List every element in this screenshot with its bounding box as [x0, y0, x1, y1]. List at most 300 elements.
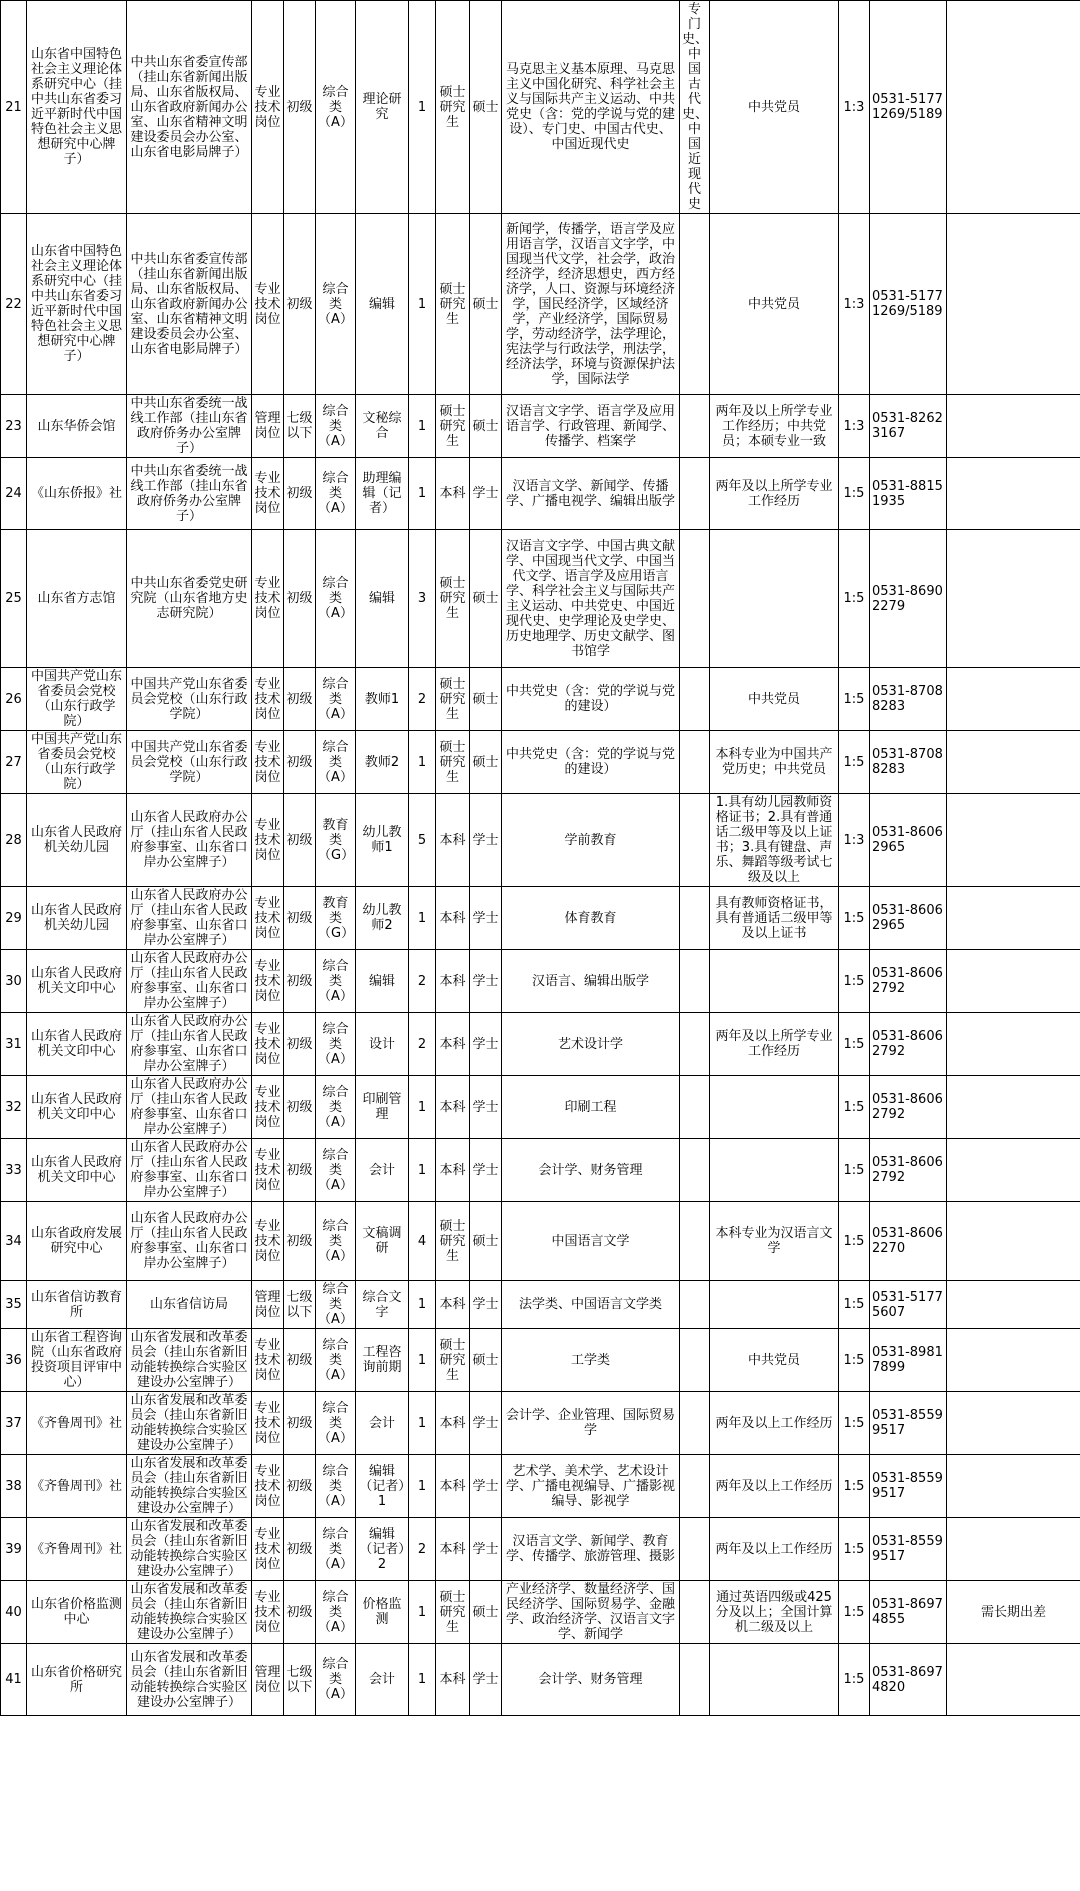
cell-extra — [680, 1139, 710, 1202]
cell-post-name: 印刷管理 — [356, 1076, 409, 1139]
cell-post-name: 助理编辑（记者） — [356, 458, 409, 530]
table-row — [1, 1644, 1080, 1716]
cell-note — [947, 214, 1080, 395]
cell-education: 本科 — [436, 1076, 470, 1139]
cell-phone: 0531-86062792 — [870, 950, 947, 1013]
cell-other-requirements: 两年及以上所学专业工作经历；中共党员；本硕专业一致 — [710, 395, 839, 458]
cell-dept: 山东省人民政府办公厅（挂山东省人民政府参事室、山东省口岸办公室牌子） — [127, 794, 252, 887]
cell-count: 4 — [409, 1202, 436, 1281]
cell-post-name: 文稿调研 — [356, 1202, 409, 1281]
cell-extra — [680, 887, 710, 950]
cell-education: 硕士研究生 — [436, 1581, 470, 1644]
cell-category: 管理岗位 — [252, 1281, 284, 1329]
cell-count: 1 — [409, 1581, 436, 1644]
cell-count: 1 — [409, 214, 436, 395]
cell-count: 1 — [409, 395, 436, 458]
cell-post-name: 工程咨询前期 — [356, 1329, 409, 1392]
cell-unit: 《齐鲁周刊》社 — [27, 1392, 127, 1455]
cell-dept: 山东省人民政府办公厅（挂山东省人民政府参事室、山东省口岸办公室牌子） — [127, 1139, 252, 1202]
cell-category: 专业技术岗位 — [252, 1, 284, 214]
cell-dept: 山东省人民政府办公厅（挂山东省人民政府参事室、山东省口岸办公室牌子） — [127, 1202, 252, 1281]
cell-dept: 中共山东省委宣传部（挂山东省新闻出版局、山东省版权局、山东省政府新闻办公室、山东省精神文明建设委员会办公室、山东省电影局牌子） — [127, 1, 252, 214]
cell-other-requirements — [710, 1644, 839, 1716]
cell-phone: 0531-86902279 — [870, 530, 947, 668]
cell-ratio: 1:5 — [839, 530, 870, 668]
cell-degree: 硕士 — [470, 1, 502, 214]
table-row — [1, 1392, 1080, 1455]
cell-post-name: 设计 — [356, 1013, 409, 1076]
cell-note — [947, 794, 1080, 887]
cell-dept: 中共山东省委党史研究院（山东省地方史志研究院） — [127, 530, 252, 668]
cell-phone: 0531-86974855 — [870, 1581, 947, 1644]
cell-major: 中国语言文学 — [502, 1202, 680, 1281]
cell-major: 中共党史（含：党的学说与党的建设） — [502, 731, 680, 794]
cell-ratio: 1:3 — [839, 794, 870, 887]
cell-education: 本科 — [436, 887, 470, 950]
cell-unit: 山东省方志馆 — [27, 530, 127, 668]
table-row — [1, 731, 1080, 794]
cell-phone: 0531-86062965 — [870, 794, 947, 887]
cell-exam-type: 综合类（A） — [316, 1392, 356, 1455]
cell-degree: 学士 — [470, 1139, 502, 1202]
table-row — [1, 530, 1080, 668]
cell-degree: 学士 — [470, 1392, 502, 1455]
cell-exam-type: 综合类（A） — [316, 1076, 356, 1139]
cell-major: 艺术设计学 — [502, 1013, 680, 1076]
cell-level: 初级 — [284, 1139, 316, 1202]
cell-post-name: 教师1 — [356, 668, 409, 731]
cell-post-name: 会计 — [356, 1644, 409, 1716]
cell-count: 2 — [409, 1518, 436, 1581]
cell-post-name: 价格监测 — [356, 1581, 409, 1644]
cell-level: 七级以下 — [284, 1644, 316, 1716]
cell-other-requirements: 两年及以上所学专业工作经历 — [710, 1013, 839, 1076]
cell-unit: 山东省人民政府机关幼儿园 — [27, 887, 127, 950]
cell-degree: 硕士 — [470, 1202, 502, 1281]
cell-count: 1 — [409, 1644, 436, 1716]
cell-education: 本科 — [436, 950, 470, 1013]
cell-education: 硕士研究生 — [436, 214, 470, 395]
cell-note — [947, 1392, 1080, 1455]
cell-count: 1 — [409, 458, 436, 530]
cell-exam-type: 综合类（A） — [316, 1013, 356, 1076]
cell-level: 初级 — [284, 1455, 316, 1518]
cell-ratio: 1:5 — [839, 1329, 870, 1392]
cell-education: 本科 — [436, 1139, 470, 1202]
cell-category: 专业技术岗位 — [252, 1139, 284, 1202]
cell-phone: 0531-51771269/5189 — [870, 214, 947, 395]
cell-exam-type: 综合类（A） — [316, 1139, 356, 1202]
cell-unit: 《齐鲁周刊》社 — [27, 1518, 127, 1581]
cell-other-requirements: 本科专业为汉语言文学 — [710, 1202, 839, 1281]
cell-post-name: 理论研究 — [356, 1, 409, 214]
cell-note — [947, 1644, 1080, 1716]
cell-no: 31 — [1, 1013, 27, 1076]
cell-no: 24 — [1, 458, 27, 530]
cell-major: 学前教育 — [502, 794, 680, 887]
cell-exam-type: 综合类（A） — [316, 731, 356, 794]
cell-dept: 山东省发展和改革委员会（挂山东省新旧动能转换综合实验区建设办公室牌子） — [127, 1455, 252, 1518]
cell-count: 1 — [409, 887, 436, 950]
cell-note — [947, 1013, 1080, 1076]
cell-other-requirements: 中共党员 — [710, 668, 839, 731]
cell-unit: 山东省价格研究所 — [27, 1644, 127, 1716]
cell-note: 需长期出差 — [947, 1581, 1080, 1644]
cell-ratio: 1:5 — [839, 1455, 870, 1518]
cell-phone: 0531-85599517 — [870, 1392, 947, 1455]
table-row — [1, 1455, 1080, 1518]
cell-unit: 中国共产党山东省委员会党校（山东行政学院） — [27, 731, 127, 794]
cell-unit: 山东省工程咨询院（山东省政府投资项目评审中心） — [27, 1329, 127, 1392]
cell-category: 专业技术岗位 — [252, 1076, 284, 1139]
cell-phone: 0531-87088283 — [870, 668, 947, 731]
cell-note — [947, 1455, 1080, 1518]
cell-dept: 山东省发展和改革委员会（挂山东省新旧动能转换综合实验区建设办公室牌子） — [127, 1329, 252, 1392]
cell-phone: 0531-51771269/5189 — [870, 1, 947, 214]
cell-education: 本科 — [436, 1455, 470, 1518]
cell-ratio: 1:5 — [839, 731, 870, 794]
cell-dept: 中共山东省委宣传部（挂山东省新闻出版局、山东省版权局、山东省政府新闻办公室、山东省精神文明建设委员会办公室、山东省电影局牌子） — [127, 214, 252, 395]
cell-phone: 0531-51775607 — [870, 1281, 947, 1329]
cell-category: 专业技术岗位 — [252, 887, 284, 950]
cell-note — [947, 731, 1080, 794]
cell-education: 本科 — [436, 1013, 470, 1076]
cell-other-requirements: 两年及以上所学专业工作经历 — [710, 458, 839, 530]
cell-ratio: 1:5 — [839, 1581, 870, 1644]
cell-dept: 山东省发展和改革委员会（挂山东省新旧动能转换综合实验区建设办公室牌子） — [127, 1644, 252, 1716]
cell-unit: 山东省价格监测中心 — [27, 1581, 127, 1644]
cell-other-requirements: 通过英语四级或425分及以上；全国计算机二级及以上 — [710, 1581, 839, 1644]
cell-other-requirements — [710, 1076, 839, 1139]
cell-level: 初级 — [284, 731, 316, 794]
cell-no: 29 — [1, 887, 27, 950]
cell-extra — [680, 214, 710, 395]
cell-no: 22 — [1, 214, 27, 395]
cell-other-requirements: 两年及以上工作经历 — [710, 1392, 839, 1455]
cell-category: 专业技术岗位 — [252, 458, 284, 530]
cell-level: 初级 — [284, 458, 316, 530]
cell-ratio: 1:5 — [839, 1013, 870, 1076]
cell-major: 产业经济学、数量经济学、国民经济学、国际贸易学、金融学、政治经济学、汉语言文字学、新闻学 — [502, 1581, 680, 1644]
cell-other-requirements — [710, 950, 839, 1013]
cell-unit: 山东省人民政府机关幼儿园 — [27, 794, 127, 887]
cell-other-requirements: 具有教师资格证书，具有普通话二级甲等及以上证书 — [710, 887, 839, 950]
cell-ratio: 1:3 — [839, 395, 870, 458]
cell-dept: 山东省人民政府办公厅（挂山东省人民政府参事室、山东省口岸办公室牌子） — [127, 887, 252, 950]
cell-extra — [680, 1013, 710, 1076]
table-row — [1, 458, 1080, 530]
cell-dept: 山东省人民政府办公厅（挂山东省人民政府参事室、山东省口岸办公室牌子） — [127, 950, 252, 1013]
cell-extra — [680, 1581, 710, 1644]
cell-note — [947, 395, 1080, 458]
cell-post-name: 编辑（记者）1 — [356, 1455, 409, 1518]
table-row — [1, 1, 1080, 214]
cell-category: 专业技术岗位 — [252, 214, 284, 395]
cell-education: 硕士研究生 — [436, 1202, 470, 1281]
cell-level: 初级 — [284, 1076, 316, 1139]
cell-phone: 0531-86062792 — [870, 1076, 947, 1139]
cell-count: 1 — [409, 1, 436, 214]
cell-no: 21 — [1, 1, 27, 214]
cell-ratio: 1:5 — [839, 1644, 870, 1716]
cell-note — [947, 1, 1080, 214]
cell-note — [947, 458, 1080, 530]
cell-level: 初级 — [284, 1581, 316, 1644]
cell-phone: 0531-86062965 — [870, 887, 947, 950]
cell-count: 3 — [409, 530, 436, 668]
cell-count: 2 — [409, 950, 436, 1013]
table-row — [1, 1139, 1080, 1202]
cell-level: 初级 — [284, 668, 316, 731]
cell-note — [947, 668, 1080, 731]
cell-level: 初级 — [284, 1329, 316, 1392]
cell-count: 2 — [409, 1013, 436, 1076]
cell-level: 初级 — [284, 1392, 316, 1455]
cell-no: 28 — [1, 794, 27, 887]
cell-category: 专业技术岗位 — [252, 950, 284, 1013]
cell-extra — [680, 1518, 710, 1581]
cell-ratio: 1:5 — [839, 887, 870, 950]
cell-phone: 0531-86062792 — [870, 1013, 947, 1076]
cell-unit: 中国共产党山东省委员会党校（山东行政学院） — [27, 668, 127, 731]
cell-exam-type: 综合类（A） — [316, 1518, 356, 1581]
job-table-body — [1, 1, 1080, 1716]
cell-exam-type: 综合类（A） — [316, 1581, 356, 1644]
cell-category: 专业技术岗位 — [252, 1329, 284, 1392]
cell-count: 1 — [409, 1329, 436, 1392]
cell-category: 专业技术岗位 — [252, 1518, 284, 1581]
cell-dept: 中国共产党山东省委员会党校（山东行政学院） — [127, 731, 252, 794]
cell-unit: 山东省人民政府机关文印中心 — [27, 1013, 127, 1076]
cell-degree: 硕士 — [470, 1329, 502, 1392]
cell-degree: 学士 — [470, 458, 502, 530]
cell-exam-type: 综合类（A） — [316, 1455, 356, 1518]
cell-note — [947, 1139, 1080, 1202]
cell-category: 专业技术岗位 — [252, 1202, 284, 1281]
cell-category: 专业技术岗位 — [252, 530, 284, 668]
cell-note — [947, 530, 1080, 668]
cell-education: 硕士研究生 — [436, 668, 470, 731]
cell-no: 40 — [1, 1581, 27, 1644]
cell-major: 汉语言文学、新闻学、教育学、传播学、旅游管理、摄影 — [502, 1518, 680, 1581]
cell-major: 汉语言文字学、中国古典文献学、中国现当代文学、中国当代文学、语言学及应用语言学、科学社会主义与国际共产主义运动、中共党史、中国近现代史、史学理论及史学史、历史地理学、历史文献学、图书馆学 — [502, 530, 680, 668]
cell-count: 1 — [409, 1392, 436, 1455]
cell-degree: 硕士 — [470, 530, 502, 668]
cell-education: 硕士研究生 — [436, 395, 470, 458]
cell-note — [947, 1076, 1080, 1139]
cell-post-name: 教师2 — [356, 731, 409, 794]
cell-education: 本科 — [436, 1281, 470, 1329]
cell-dept: 中共山东省委统一战线工作部（挂山东省政府侨务办公室牌子） — [127, 395, 252, 458]
table-row — [1, 668, 1080, 731]
cell-major: 会计学、企业管理、国际贸易学 — [502, 1392, 680, 1455]
cell-no: 25 — [1, 530, 27, 668]
cell-other-requirements: 中共党员 — [710, 214, 839, 395]
cell-level: 初级 — [284, 214, 316, 395]
cell-post-name: 编辑 — [356, 950, 409, 1013]
cell-phone: 0531-85599517 — [870, 1518, 947, 1581]
cell-level: 初级 — [284, 1202, 316, 1281]
cell-major: 工学类 — [502, 1329, 680, 1392]
cell-major: 会计学、财务管理 — [502, 1139, 680, 1202]
cell-no: 33 — [1, 1139, 27, 1202]
cell-post-name: 编辑 — [356, 530, 409, 668]
cell-no: 36 — [1, 1329, 27, 1392]
cell-post-name: 综合文字 — [356, 1281, 409, 1329]
cell-exam-type: 综合类（A） — [316, 214, 356, 395]
cell-unit: 山东省人民政府机关文印中心 — [27, 950, 127, 1013]
cell-phone: 0531-87088283 — [870, 731, 947, 794]
cell-ratio: 1:5 — [839, 1202, 870, 1281]
cell-other-requirements: 两年及以上工作经历 — [710, 1455, 839, 1518]
cell-level: 七级以下 — [284, 1281, 316, 1329]
table-row — [1, 1329, 1080, 1392]
cell-extra — [680, 458, 710, 530]
cell-degree: 硕士 — [470, 731, 502, 794]
cell-education: 硕士研究生 — [436, 1, 470, 214]
cell-degree: 学士 — [470, 1281, 502, 1329]
cell-count: 1 — [409, 1139, 436, 1202]
cell-major: 马克思主义基本原理、马克思主义中国化研究、科学社会主义与国际共产主义运动、中共党史（含：党的学说与党的建设）、专门史、中国古代史、中国近现代史 — [502, 1, 680, 214]
cell-unit: 山东省信访教育所 — [27, 1281, 127, 1329]
cell-phone: 0531-89817899 — [870, 1329, 947, 1392]
cell-education: 硕士研究生 — [436, 731, 470, 794]
cell-exam-type: 教育类（G） — [316, 794, 356, 887]
cell-phone: 0531-86974820 — [870, 1644, 947, 1716]
table-row — [1, 1013, 1080, 1076]
cell-exam-type: 综合类（A） — [316, 1281, 356, 1329]
cell-phone: 0531-86062270 — [870, 1202, 947, 1281]
cell-education: 本科 — [436, 1518, 470, 1581]
cell-unit: 《齐鲁周刊》社 — [27, 1455, 127, 1518]
cell-exam-type: 综合类（A） — [316, 1644, 356, 1716]
table-row — [1, 395, 1080, 458]
cell-degree: 硕士 — [470, 395, 502, 458]
cell-exam-type: 综合类（A） — [316, 458, 356, 530]
cell-degree: 硕士 — [470, 214, 502, 395]
cell-degree: 学士 — [470, 1518, 502, 1581]
cell-education: 本科 — [436, 794, 470, 887]
cell-major: 汉语言、编辑出版学 — [502, 950, 680, 1013]
cell-count: 2 — [409, 668, 436, 731]
cell-post-name: 文秘综合 — [356, 395, 409, 458]
cell-category: 专业技术岗位 — [252, 794, 284, 887]
cell-phone: 0531-88151935 — [870, 458, 947, 530]
cell-education: 本科 — [436, 1644, 470, 1716]
cell-major: 汉语言文字学、语言学及应用语言学、行政管理、新闻学、传播学、档案学 — [502, 395, 680, 458]
cell-no: 41 — [1, 1644, 27, 1716]
cell-ratio: 1:3 — [839, 214, 870, 395]
cell-degree: 学士 — [470, 1644, 502, 1716]
cell-degree: 学士 — [470, 1455, 502, 1518]
cell-degree: 硕士 — [470, 668, 502, 731]
cell-education: 本科 — [436, 1392, 470, 1455]
cell-major: 艺术学、美术学、艺术设计学、广播电视编导、广播影视编导、影视学 — [502, 1455, 680, 1518]
cell-dept: 山东省发展和改革委员会（挂山东省新旧动能转换综合实验区建设办公室牌子） — [127, 1392, 252, 1455]
cell-extra — [680, 395, 710, 458]
cell-no: 39 — [1, 1518, 27, 1581]
cell-category: 专业技术岗位 — [252, 731, 284, 794]
cell-ratio: 1:5 — [839, 1518, 870, 1581]
cell-unit: 山东华侨会馆 — [27, 395, 127, 458]
cell-phone: 0531-86062792 — [870, 1139, 947, 1202]
cell-note — [947, 1281, 1080, 1329]
cell-extra: 专门史、中国古代史、中国近现代史 — [680, 1, 710, 214]
cell-dept: 中国共产党山东省委员会党校（山东行政学院） — [127, 668, 252, 731]
cell-category: 专业技术岗位 — [252, 1581, 284, 1644]
cell-count: 1 — [409, 1455, 436, 1518]
cell-phone: 0531-85599517 — [870, 1455, 947, 1518]
cell-no: 35 — [1, 1281, 27, 1329]
cell-extra — [680, 950, 710, 1013]
cell-major: 法学类、中国语言文学类 — [502, 1281, 680, 1329]
cell-exam-type: 综合类（A） — [316, 1202, 356, 1281]
cell-category: 专业技术岗位 — [252, 1392, 284, 1455]
cell-level: 初级 — [284, 1013, 316, 1076]
cell-count: 5 — [409, 794, 436, 887]
cell-exam-type: 综合类（A） — [316, 530, 356, 668]
cell-degree: 学士 — [470, 1013, 502, 1076]
cell-post-name: 编辑（记者）2 — [356, 1518, 409, 1581]
cell-other-requirements: 本科专业为中国共产党历史；中共党员 — [710, 731, 839, 794]
cell-dept: 山东省发展和改革委员会（挂山东省新旧动能转换综合实验区建设办公室牌子） — [127, 1581, 252, 1644]
cell-degree: 学士 — [470, 950, 502, 1013]
cell-no: 34 — [1, 1202, 27, 1281]
cell-category: 管理岗位 — [252, 1644, 284, 1716]
table-row — [1, 950, 1080, 1013]
cell-major: 印刷工程 — [502, 1076, 680, 1139]
cell-count: 1 — [409, 1076, 436, 1139]
cell-post-name: 幼儿教师1 — [356, 794, 409, 887]
table-row — [1, 214, 1080, 395]
cell-extra — [680, 1281, 710, 1329]
cell-education: 硕士研究生 — [436, 1329, 470, 1392]
cell-exam-type: 综合类（A） — [316, 668, 356, 731]
cell-other-requirements: 1.具有幼儿园教师资格证书；2.具有普通话二级甲等及以上证书；3.具有键盘、声乐、舞蹈等级考试七级及以上 — [710, 794, 839, 887]
cell-degree: 学士 — [470, 887, 502, 950]
cell-dept: 山东省人民政府办公厅（挂山东省人民政府参事室、山东省口岸办公室牌子） — [127, 1013, 252, 1076]
cell-extra — [680, 530, 710, 668]
table-row — [1, 1518, 1080, 1581]
cell-exam-type: 综合类（A） — [316, 1329, 356, 1392]
cell-major: 体育教育 — [502, 887, 680, 950]
cell-extra — [680, 1202, 710, 1281]
cell-other-requirements — [710, 1281, 839, 1329]
cell-ratio: 1:3 — [839, 1, 870, 214]
cell-education: 硕士研究生 — [436, 530, 470, 668]
cell-no: 37 — [1, 1392, 27, 1455]
cell-post-name: 编辑 — [356, 214, 409, 395]
table-row — [1, 1076, 1080, 1139]
cell-dept: 中共山东省委统一战线工作部（挂山东省政府侨务办公室牌子） — [127, 458, 252, 530]
cell-category: 专业技术岗位 — [252, 1013, 284, 1076]
cell-category: 管理岗位 — [252, 395, 284, 458]
cell-category: 专业技术岗位 — [252, 1455, 284, 1518]
cell-exam-type: 综合类（A） — [316, 395, 356, 458]
cell-extra — [680, 1329, 710, 1392]
cell-note — [947, 1329, 1080, 1392]
cell-category: 专业技术岗位 — [252, 668, 284, 731]
cell-extra — [680, 1644, 710, 1716]
cell-count: 1 — [409, 1281, 436, 1329]
cell-note — [947, 1202, 1080, 1281]
cell-dept: 山东省发展和改革委员会（挂山东省新旧动能转换综合实验区建设办公室牌子） — [127, 1518, 252, 1581]
cell-extra — [680, 668, 710, 731]
cell-no: 32 — [1, 1076, 27, 1139]
cell-dept: 山东省人民政府办公厅（挂山东省人民政府参事室、山东省口岸办公室牌子） — [127, 1076, 252, 1139]
cell-extra — [680, 1455, 710, 1518]
cell-exam-type: 教育类（G） — [316, 887, 356, 950]
